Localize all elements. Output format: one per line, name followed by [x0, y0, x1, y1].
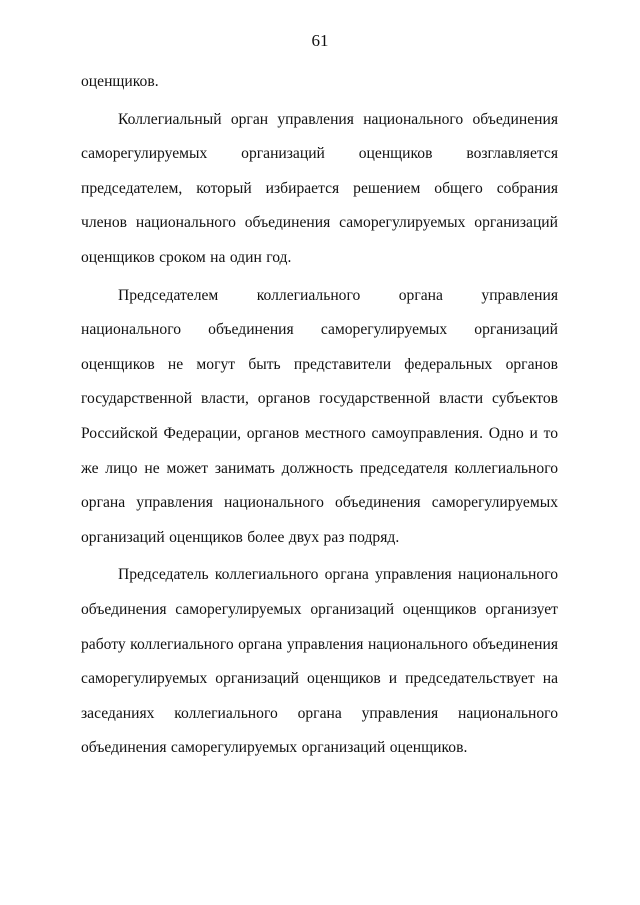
body-text [81, 65, 558, 766]
paragraph-continuation: оценщиков. [81, 73, 159, 90]
paragraph-chairman-election: Коллегиальный орган управления национального объединения саморегулируемых организаций оценщиков возглавляется председателем, который избирается решением общего собрания членов национального объединения саморегулируемых организаций оценщиков сроком на один год. [81, 110, 558, 266]
paragraph-chairman-restrictions: Председателем коллегиального органа управления национального объединения саморегулируемых организаций оценщиков не могут быть представители федеральных органов государственной власти, органов государственной власти субъектов Российской Федерации, органов местного самоуправления. Одно и то же лицо не может занимать должность председателя коллегиального органа управления национального объединения саморегулируемых организаций оценщиков более двух раз подряд. [81, 286, 558, 546]
page-number: 61 [311, 31, 329, 50]
paragraph-chairman-duties: Председатель коллегиального органа управления национального объединения саморегулируемых организаций оценщиков организует работу коллегиального органа управления национального объединения саморегулируемых организаций оценщиков и председательствует на заседаниях коллегиального органа управления национального объединения саморегулируемых организаций оценщиков. [81, 566, 558, 757]
